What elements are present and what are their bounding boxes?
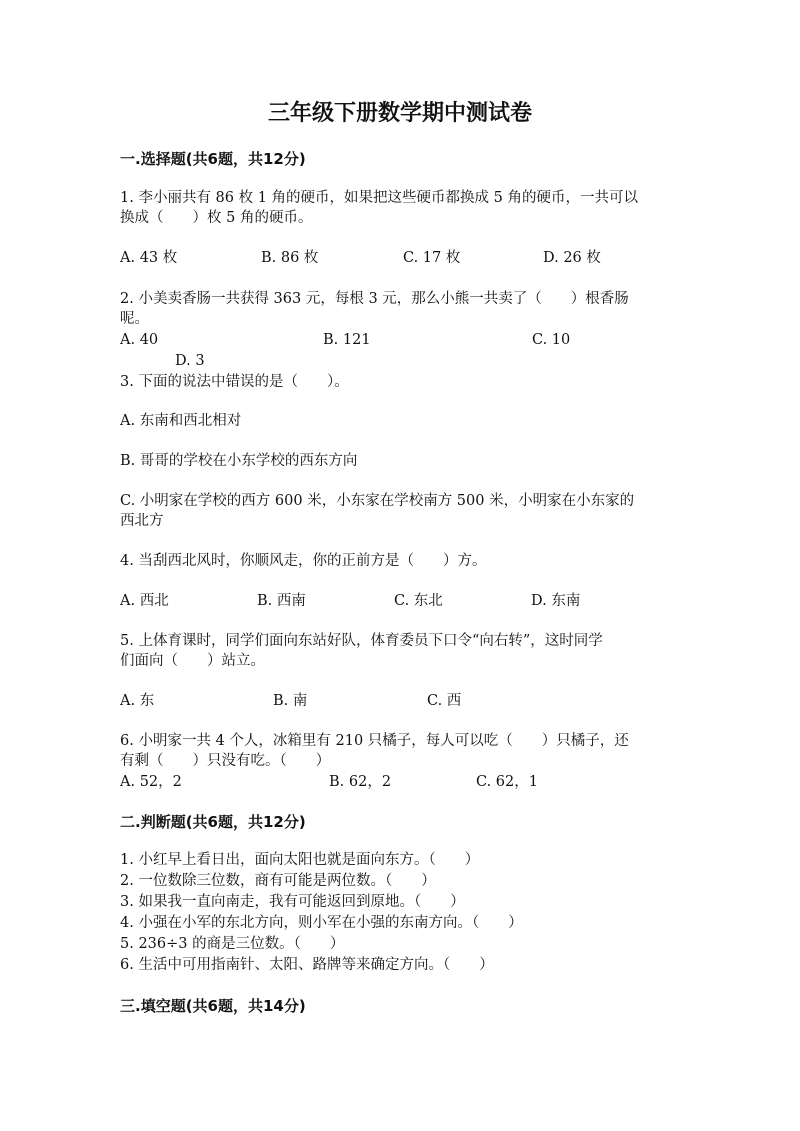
- question-line: 5. 上体育课时，同学们面向东站好队，体育委员下口令“向右转”，这时同学: [120, 633, 603, 649]
- option: B. 121: [323, 332, 371, 348]
- option: B. 62，2: [329, 774, 392, 790]
- option: 西北方: [120, 513, 164, 529]
- list-item: 6. 生活中可用指南针、太阳、路牌等来确定方向。（ ）: [120, 957, 494, 973]
- option: A. 52，2: [120, 774, 182, 790]
- option: B. 西南: [257, 593, 306, 609]
- option: C. 西: [427, 693, 462, 709]
- option: D. 东南: [531, 593, 581, 609]
- question-line: 们面向（ ）站立。: [120, 653, 265, 669]
- question-line: 2. 小美卖香肠一共获得 363 元，每根 3 元，那么小熊一共卖了（ ）根香肠: [120, 291, 629, 307]
- option: C. 小明家在学校的西方 600 米，小东家在学校南方 500 米，小明家在小东家的: [120, 493, 635, 509]
- question-line: 3. 下面的说法中错误的是（ ）。: [120, 374, 349, 390]
- list-item: 2. 一位数除三位数，商有可能是两位数。（ ）: [120, 873, 436, 889]
- question-line: 换成（ ）枚 5 角的硬币。: [120, 210, 313, 226]
- question-line: 1. 李小丽共有 86 枚 1 角的硬币，如果把这些硬币都换成 5 角的硬币，一共可以: [120, 190, 638, 206]
- option: D. 26 枚: [543, 250, 601, 266]
- option: B. 哥哥的学校在小东学校的西东方向: [120, 453, 358, 469]
- question-line: 有剩（ ）只没有吃。（ ）: [120, 753, 331, 769]
- list-item: 1. 小红早上看日出，面向太阳也就是面向东方。（ ）: [120, 852, 480, 868]
- question-line: 呢。: [120, 311, 149, 327]
- option: B. 86 枚: [261, 250, 319, 266]
- option: A. 43 枚: [120, 250, 178, 266]
- option: A. 40: [120, 332, 159, 348]
- list-item: 3. 如果我一直向南走，我有可能返回到原地。（ ）: [120, 894, 465, 910]
- section-heading-choice: 一.选择题(共6题，共12分): [120, 150, 306, 168]
- option: D. 3: [175, 353, 205, 369]
- option: C. 东北: [394, 593, 443, 609]
- option: C. 62，1: [476, 774, 538, 790]
- section-heading-judgment: 二.判断题(共6题，共12分): [120, 813, 306, 831]
- list-item: 5. 236÷3 的商是三位数。（ ）: [120, 936, 345, 952]
- option: A. 东: [120, 693, 155, 709]
- option: A. 西北: [120, 593, 169, 609]
- question-line: 6. 小明家一共 4 个人，冰箱里有 210 只橘子，每人可以吃（ ）只橘子，还: [120, 733, 629, 749]
- section-heading-fill-in: 三.填空题(共6题，共14分): [120, 997, 306, 1015]
- page-title: 三年级下册数学期中测试卷: [267, 100, 532, 126]
- option: C. 10: [532, 332, 571, 348]
- question-line: 4. 当刮西北风时，你顺风走，你的正前方是（ ）方。: [120, 553, 487, 569]
- option: C. 17 枚: [403, 250, 461, 266]
- list-item: 4. 小强在小军的东北方向，则小军在小强的东南方向。（ ）: [120, 915, 523, 931]
- option: A. 东南和西北相对: [120, 413, 242, 429]
- option: B. 南: [273, 693, 308, 709]
